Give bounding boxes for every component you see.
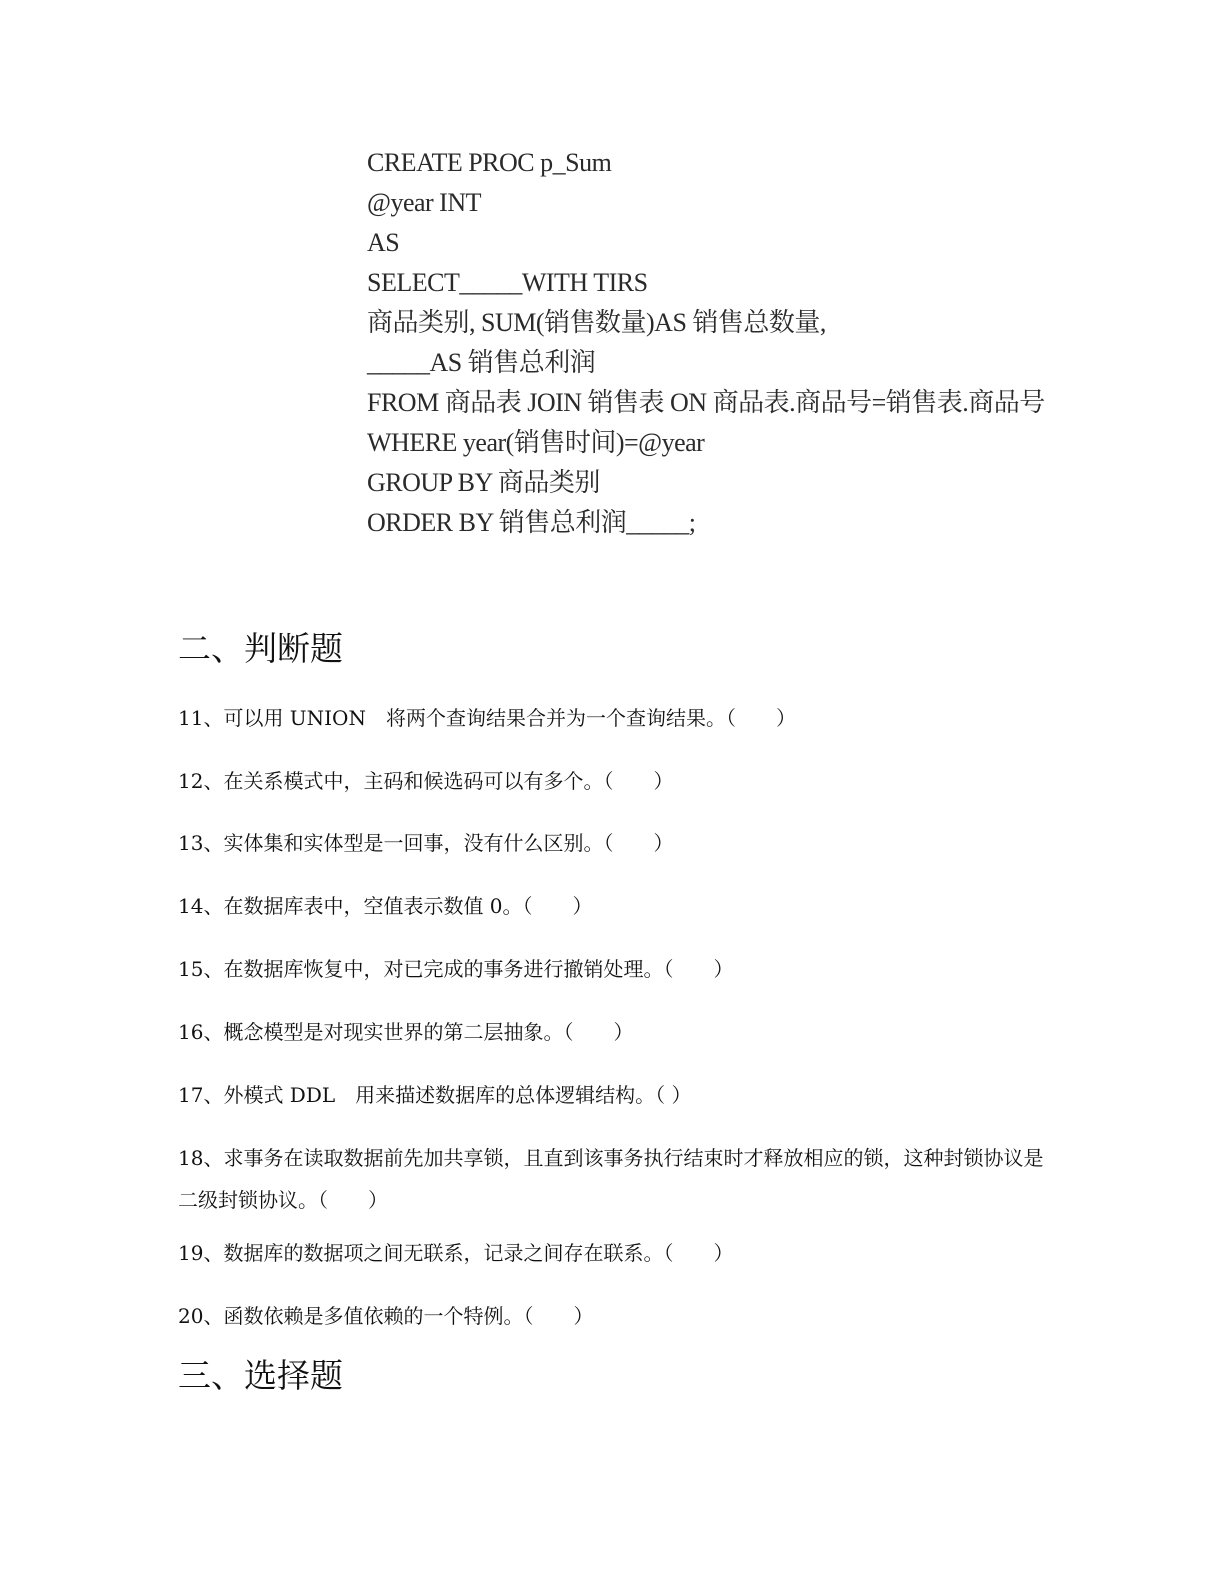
question-17: 17、外模式 DDL 用来描述数据库的总体逻辑结构。（ ） xyxy=(178,1083,692,1107)
question-14: 14、在数据库表中，空值表示数值 0。（ ） xyxy=(178,894,593,918)
question-11: 11、可以用 UNION 将两个查询结果合并为一个查询结果。（ ） xyxy=(178,706,796,730)
question-20: 20、函数依赖是多值依赖的一个特例。（ ） xyxy=(178,1304,594,1328)
code-line: FROM 商品表 JOIN 销售表 ON 商品表.商品号=销售表.商品号 xyxy=(367,388,1045,417)
code-line: WHERE year(销售时间)=@year xyxy=(367,428,705,457)
question-16: 16、概念模型是对现实世界的第二层抽象。（ ） xyxy=(178,1020,634,1044)
code-line: ORDER BY 销售总利润_____; xyxy=(367,508,696,537)
section-heading-true-false: 二、判断题 xyxy=(178,629,343,668)
code-line: GROUP BY 商品类别 xyxy=(367,468,600,497)
code-line: CREATE PROC p_Sum xyxy=(367,148,612,177)
code-line: _____AS 销售总利润 xyxy=(367,348,596,377)
code-line: @year INT xyxy=(367,188,481,217)
code-line: AS xyxy=(367,228,400,257)
question-13: 13、实体集和实体型是一回事，没有什么区别。（ ） xyxy=(178,831,674,855)
question-15: 15、在数据库恢复中，对已完成的事务进行撤销处理。（ ） xyxy=(178,957,734,981)
question-18: 18、求事务在读取数据前先加共享锁，且直到该事务执行结束时才释放相应的锁，这种封锁协议是二级封锁协议。（ ） xyxy=(178,1146,1044,1212)
code-line: 商品类别, SUM(销售数量)AS 销售总数量, xyxy=(367,308,826,337)
question-19: 19、数据库的数据项之间无联系，记录之间存在联系。（ ） xyxy=(178,1241,734,1265)
section-heading-multiple-choice: 三、选择题 xyxy=(178,1356,343,1395)
code-line: SELECT_____WITH TIRS xyxy=(367,268,648,297)
question-12: 12、在关系模式中，主码和候选码可以有多个。（ ） xyxy=(178,769,674,793)
sql-code-block xyxy=(367,143,1087,543)
